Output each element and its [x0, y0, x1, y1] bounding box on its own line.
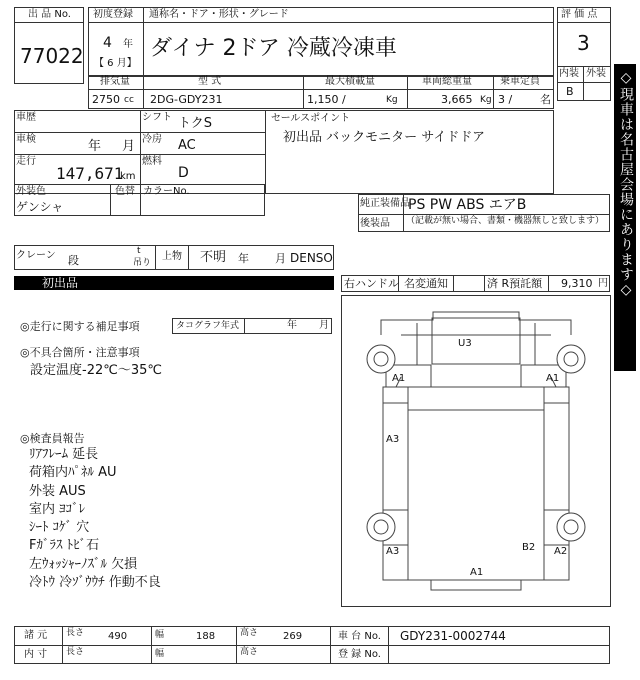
- report-line: 室内 ﾖｺﾞﾚ: [29, 501, 86, 517]
- inner-width-label: 幅: [155, 649, 165, 659]
- capacity-unit: 名: [540, 93, 551, 106]
- exterior-color-label: 外装色: [16, 186, 46, 197]
- ac-value: AC: [178, 138, 196, 153]
- inspection-year: 年: [88, 139, 102, 154]
- model-code: 2DG-GDY231: [150, 93, 223, 106]
- damage-mark: A1: [470, 567, 484, 578]
- report-line: 外装 AUS: [29, 483, 86, 499]
- crane-tonnage-unit: t: [137, 246, 141, 256]
- factory-equipment: PS PW ABS エアB: [408, 197, 527, 213]
- mileage-unit: km: [120, 171, 136, 182]
- factory-equipment-label: 純正装備品: [360, 198, 410, 209]
- defects-heading: ◎不具合箇所・注意事項: [20, 346, 140, 359]
- damage-mark: A2: [554, 546, 568, 557]
- sales-point-text: 初出品 バックモニター サイドドア: [283, 130, 485, 145]
- dimensions-label: 諸 元: [24, 630, 48, 641]
- aftermarket-note: （記載が無い場合、書類・機器無しと致します）: [406, 216, 605, 226]
- defects-text: 設定温度-22℃～35℃: [30, 363, 162, 378]
- recycle-deposit-amount: 9,310: [561, 277, 593, 290]
- width-value: 188: [196, 631, 216, 642]
- inner-dimensions-label: 内 寸: [24, 649, 48, 660]
- length-label: 長さ: [66, 628, 85, 638]
- crane-lift-label: 吊り: [133, 258, 152, 268]
- interior-grade-label: 内装: [559, 68, 579, 79]
- displacement-label: 排気量: [100, 76, 130, 87]
- shift-label: シフト: [142, 112, 172, 123]
- report-line: 荷箱内ﾊﾟﾈﾙ AU: [29, 465, 117, 481]
- inspection-month: 月: [122, 139, 136, 154]
- mileage-label: 走行: [16, 156, 36, 167]
- tachograph-label: タコグラフ年式: [176, 321, 240, 331]
- height-label: 高さ: [240, 628, 259, 638]
- lot-number-label: 出 品 No.: [28, 9, 71, 20]
- capacity-label: 乗車定員: [500, 76, 540, 87]
- color-number-label: カラーNo.: [143, 186, 190, 197]
- max-load: 1,150 /: [307, 93, 346, 106]
- registration-month: 【 6 月】: [94, 58, 137, 69]
- gross-weight: 3,665: [441, 93, 473, 106]
- name-change-label: 名変通知: [404, 277, 448, 290]
- width-label: 幅: [155, 630, 165, 640]
- registration-year-unit: 年: [123, 39, 133, 50]
- damage-mark: A1: [392, 373, 406, 384]
- recycle-deposit-unit: 円: [598, 278, 608, 289]
- height-value: 269: [283, 631, 303, 642]
- body-maker-status: 不明: [200, 250, 227, 265]
- vehicle-damage-diagram: [341, 295, 611, 607]
- color-tone-label: 色替: [115, 186, 135, 197]
- damage-mark: U3: [458, 338, 472, 349]
- car-name: ダイナ 2ドア 冷蔵冷凍車: [150, 36, 397, 61]
- history-label: 車歴: [16, 112, 36, 123]
- lot-number: 77022: [20, 44, 84, 68]
- shift-value: トクS: [178, 116, 212, 131]
- inspection-label: 車検: [16, 134, 36, 145]
- driving-notes-heading: ◎走行に関する補足事項: [20, 320, 140, 333]
- aftermarket-label: 後装品: [360, 218, 390, 229]
- location-notice: ◇現車は名古屋会場にあります◇: [618, 70, 634, 299]
- crane-stage: 段: [68, 254, 79, 267]
- tachograph-year: 年: [287, 320, 297, 331]
- body-month-unit: 月: [275, 252, 286, 265]
- max-load-unit: Kg: [386, 95, 398, 105]
- model-label: 型 式: [198, 76, 222, 87]
- chassis-number-label: 車 台 No.: [338, 631, 381, 642]
- tachograph-month: 月: [319, 320, 329, 331]
- damage-mark: A3: [386, 546, 400, 557]
- damage-mark: A3: [386, 434, 400, 445]
- steering-side: 右ハンドル: [344, 277, 399, 290]
- crane-label: クレーン: [16, 250, 56, 261]
- report-line: Fｶﾞﾗｽ ﾄﾋﾞ石: [29, 538, 100, 554]
- first-listing-label: 初出品: [42, 276, 79, 290]
- damage-mark: B2: [522, 542, 536, 553]
- chassis-number: GDY231-0002744: [400, 629, 506, 643]
- ac-label: 冷房: [142, 134, 162, 145]
- report-line: ｼｰﾄ ｺｹﾞ 穴: [29, 520, 90, 536]
- damage-mark: A1: [546, 373, 560, 384]
- body-year-unit: 年: [238, 252, 249, 265]
- car-name-label: 通称名・ドア・形状・グレード: [149, 9, 289, 20]
- report-line: 冷ﾄｳ 冷ｿﾞｳｳﾁ 作動不良: [29, 575, 161, 591]
- first-registration-label: 初度登録: [93, 9, 133, 20]
- length-value: 490: [108, 631, 128, 642]
- inspector-report-heading: ◎検査員報告: [20, 432, 85, 445]
- inner-length-label: 長さ: [66, 647, 85, 657]
- inner-height-label: 高さ: [240, 647, 259, 657]
- displacement-unit: cc: [124, 95, 134, 105]
- score: 3: [577, 31, 590, 55]
- max-load-label: 最大積載量: [325, 76, 375, 87]
- exterior-color: ゲンシャ: [16, 200, 64, 214]
- capacity: 3 /: [498, 93, 513, 106]
- report-line: ﾘｱﾌﾚｰﾑ 延長: [29, 447, 99, 462]
- registration-year: 4: [103, 35, 112, 51]
- report-line: 左ｳｫｯｼｬｰﾉｽﾞﾙ 欠損: [29, 556, 138, 572]
- recycle-deposit-label: 済 R預託額: [487, 277, 543, 290]
- gross-weight-label: 車両総重量: [422, 76, 472, 87]
- gross-weight-unit: Kg: [480, 95, 492, 105]
- displacement-value: 2750: [92, 93, 120, 106]
- sales-point-label: セールスポイント: [271, 113, 351, 124]
- score-label: 評 価 点: [561, 9, 598, 20]
- mileage-value: 147,671: [56, 164, 124, 183]
- registration-number-label: 登 録 No.: [338, 649, 381, 660]
- exterior-grade-label: 外装: [586, 68, 606, 79]
- body-maker: DENSO: [290, 251, 333, 265]
- body-label: 上物: [162, 251, 182, 262]
- fuel-label: 燃料: [142, 156, 162, 167]
- interior-grade: B: [566, 85, 574, 98]
- fuel-value: D: [178, 165, 189, 181]
- inspector-report-list: [29, 446, 161, 592]
